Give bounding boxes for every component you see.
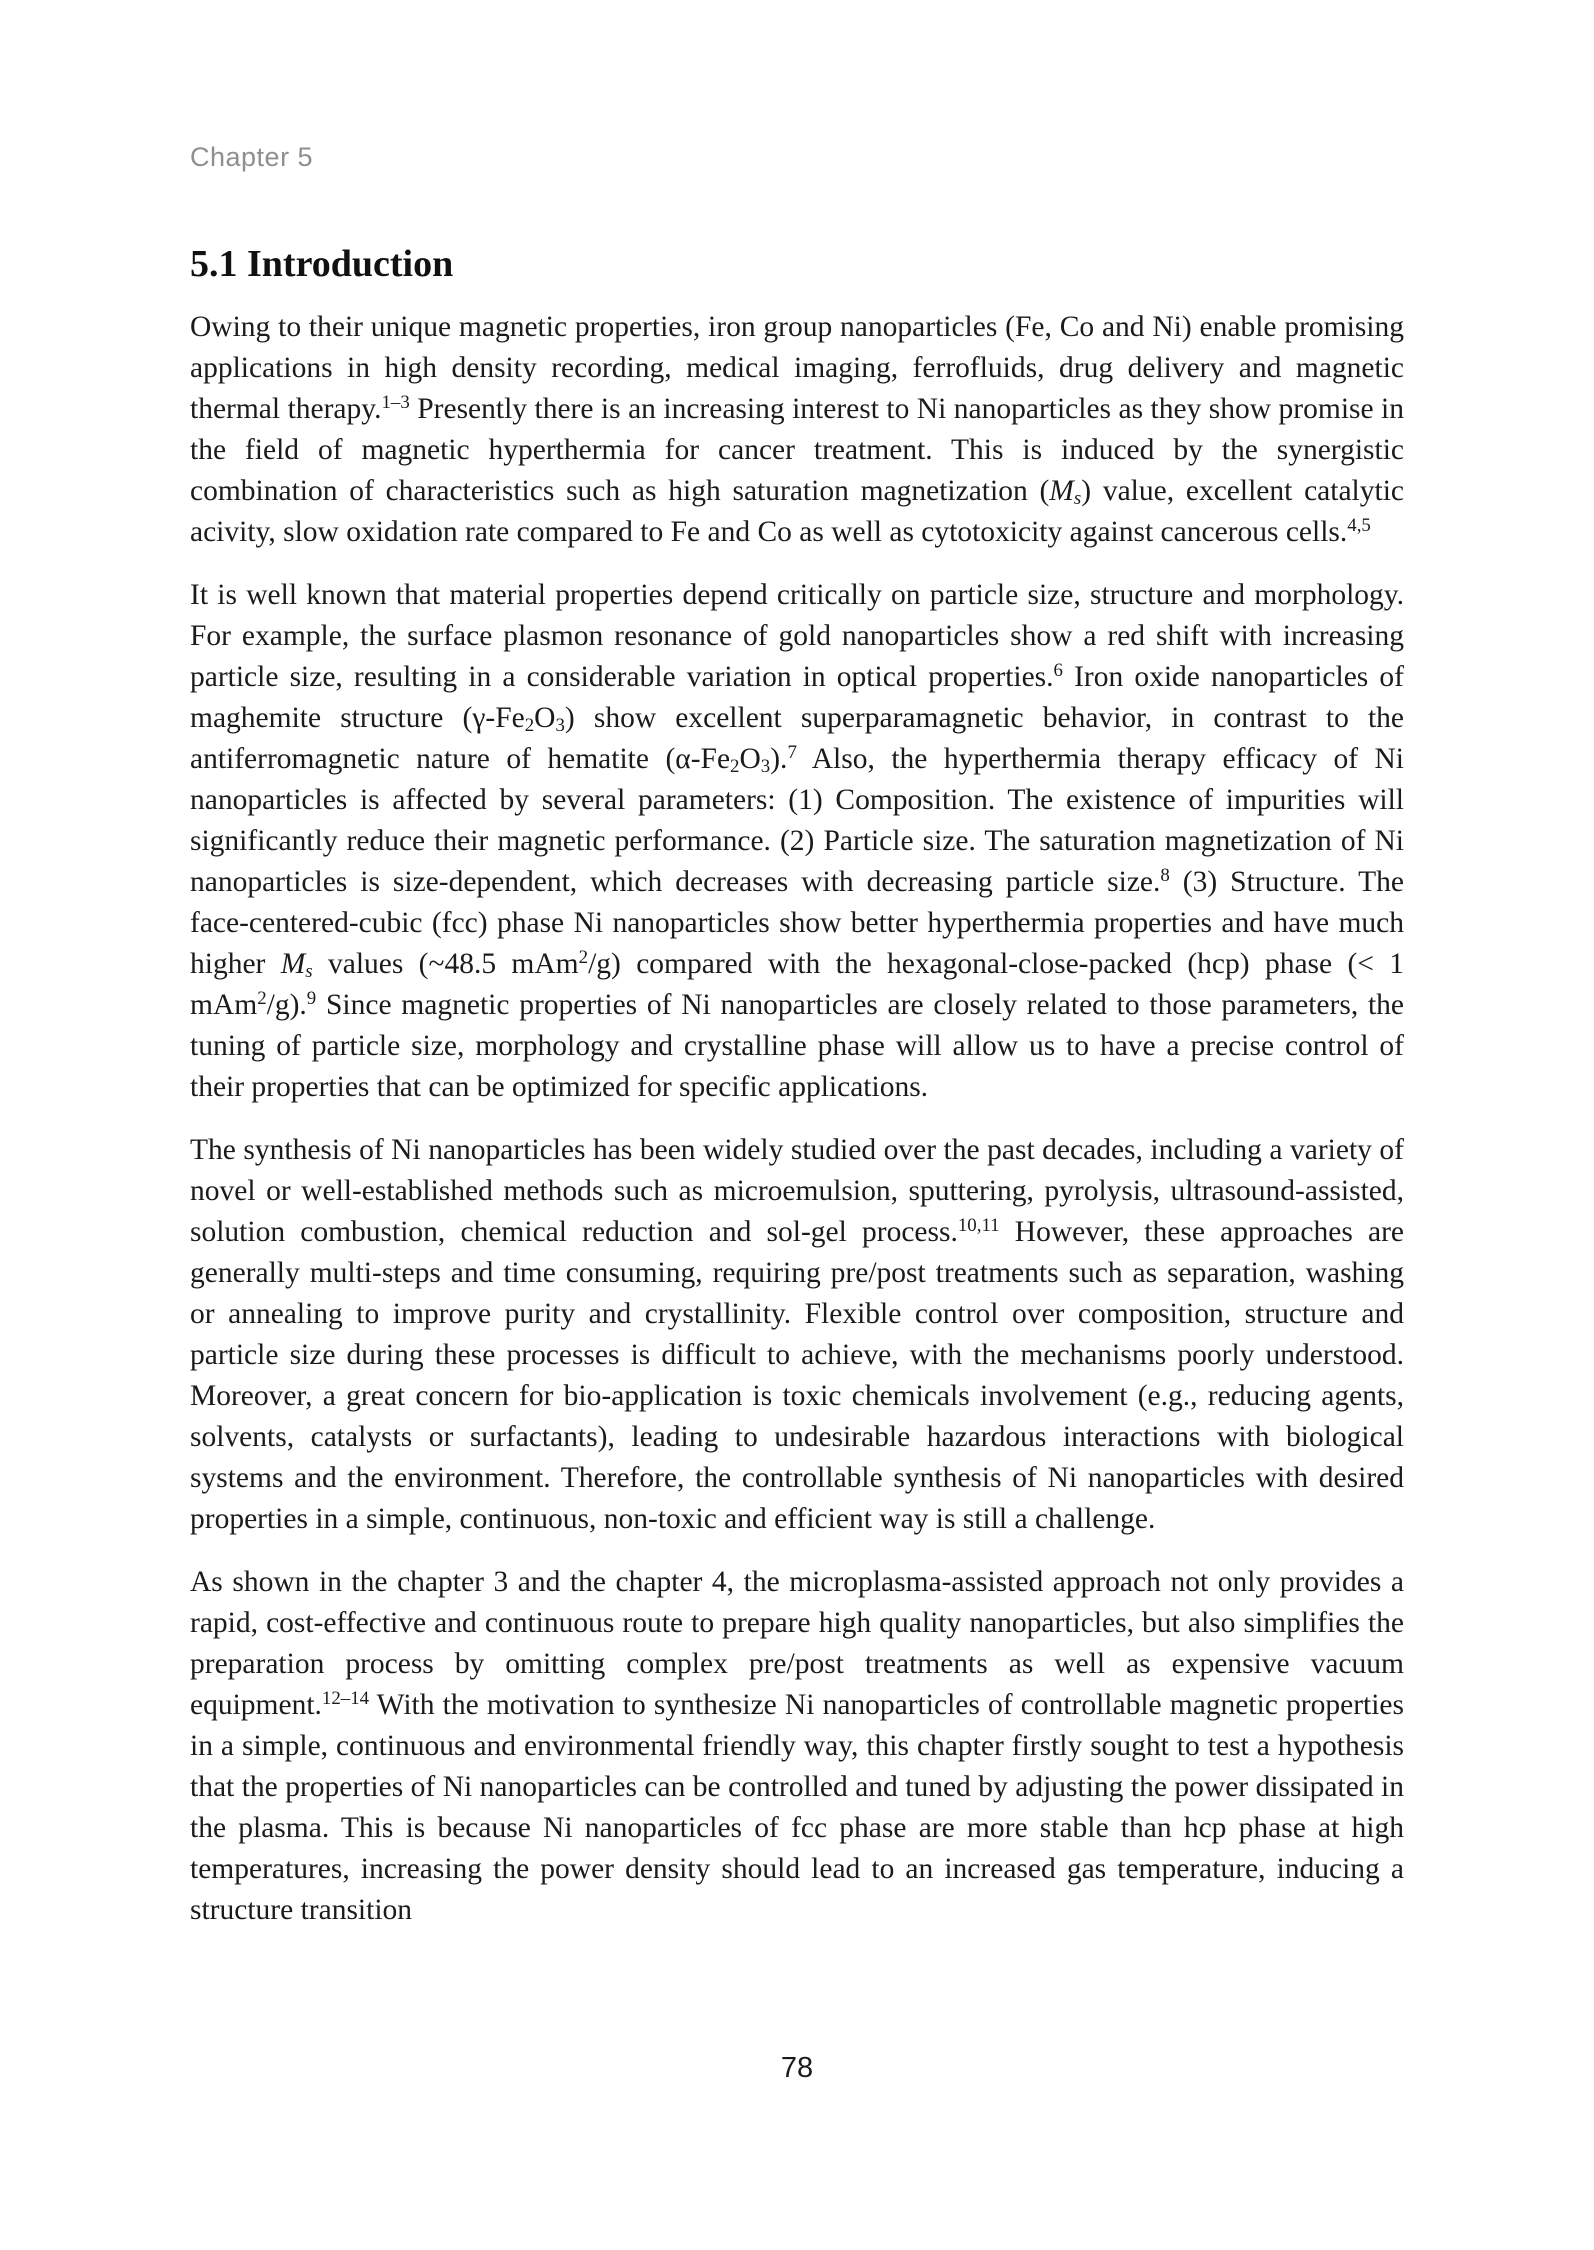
paragraph-3: The synthesis of Ni nanoparticles has been widely studied over the past decades, including a variety of novel or well-established methods such as microemulsion, sputtering, pyrolysis, ultrasound-assisted, solution combustion, chemical reduction and sol-gel process.$^{10,11}$ However, these approaches are generally multi-steps and time consuming, requiring pre/post treatments such as separation, washing or annealing to improve purity and crystallinity. Flexible control over composition, structure and particle size during these processes is difficult to achieve, with the mechanisms poorly understood. Moreover, a great concern for bio-application is toxic chemicals involvement (e.g., reducing agents, solvents, catalysts or surfactants), leading to undesirable hazardous interactions with biological systems and the environment. Therefore, the controllable synthesis of Ni nanoparticles with desired properties in a simple, continuous, non-toxic and efficient way is still a challenge. bbox=[190, 1134, 1404, 1536]
paragraph-4: As shown in the chapter 3 and the chapter 4, the microplasma-assisted approach not only provides a rapid, cost-effective and continuous route to prepare high quality nanoparticles, but also simplifies the preparation process by omitting complex pre/post treatments as well as expensive vacuum equipment.$^{12-14}$ With the motivation to synthesize Ni nanoparticles of controllable magnetic properties in a simple, continuous and environmental friendly way, this chapter firstly sought to test a hypothesis that the properties of Ni nanoparticles can be controlled and tuned by adjusting the power dissipated in the plasma. This is because Ni nanoparticles of fcc phase are more stable than hcp phase at high temperatures, increasing the power density should lead to an increased gas temperature, inducing a structure transition bbox=[190, 1566, 1404, 1927]
body-text bbox=[190, 307, 1404, 1931]
chapter-header: Chapter 5 bbox=[190, 142, 314, 172]
content-column bbox=[190, 0, 1404, 1931]
paragraph-2: It is well known that material properties depend critically on particle size, structure and morphology. For example, the surface plasmon resonance of gold nanoparticles show a red shift with increasing particle size, resulting in a considerable variation in optical properties.$^6$ Iron oxide nanoparticles of maghemite structure (γ-Fe2O3) show excellent superparamagnetic behavior, in contrast to the antiferromagnetic nature of hematite (α-Fe2O3).$^7$ Also, the hyperthermia therapy efficacy of Ni nanoparticles is affected by several parameters: (1) Composition. The existence of impurities will significantly reduce their magnetic performance. (2) Particle size. The saturation magnetization of Ni nanoparticles is size-dependent, which decreases with decreasing particle size.$^8$ (3) Structure. The face-centered-cubic (fcc) phase Ni nanoparticles show better hyperthermia properties and have much higher Ms values (~48.5 mAm$^2$/g) compared with the hexagonal-close-packed (hcp) phase (< 1 mAm$^2$/g).$^9$ Since magnetic properties of Ni nanoparticles are closely related to those parameters, the tuning of particle size, morphology and crystalline phase will allow us to have a precise control of their properties that can be optimized for specific applications. bbox=[190, 579, 1404, 1104]
paragraph-1: Owing to their unique magnetic properties, iron group nanoparticles (Fe, Co and Ni) enable promising applications in high density recording, medical imaging, ferrofluids, drug delivery and magnetic thermal therapy.$^{1-3}$ Presently there is an increasing interest to Ni nanoparticles as they show promise in the field of magnetic hyperthermia for cancer treatment. This is induced by the synergistic combination of characteristics such as high saturation magnetization (Ms) value, excellent catalytic acivity, slow oxidation rate compared to Fe and Co as well as cytotoxicity against cancerous cells.$^{4,5}$ bbox=[190, 311, 1404, 549]
page-number: 78 bbox=[780, 2052, 814, 2084]
section-title: 5.1 Introduction bbox=[190, 243, 454, 286]
